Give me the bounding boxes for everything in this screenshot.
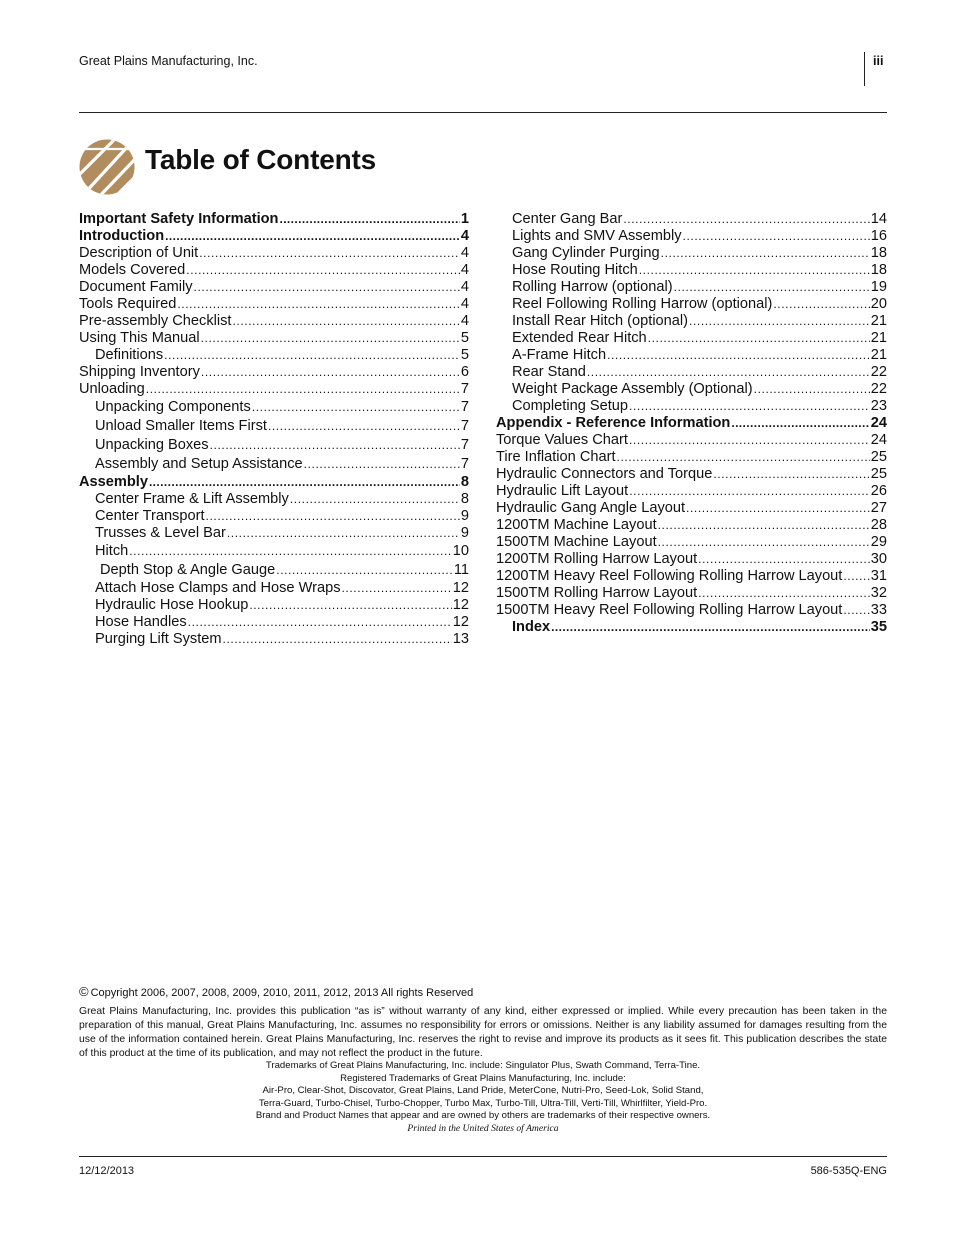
toc-entry-page: 7	[460, 399, 469, 415]
toc-entry-page: 21	[870, 313, 887, 329]
toc-leader-dots	[268, 417, 460, 436]
toc-entry[interactable]	[496, 568, 887, 585]
toc-entry-label: Install Rear Hitch (optional)	[512, 313, 689, 329]
toc-entry[interactable]	[496, 262, 887, 279]
toc-leader-dots	[658, 517, 870, 534]
toc-entry-label: 1200TM Heavy Reel Following Rolling Harrow Layout	[496, 568, 843, 584]
toc-entry[interactable]	[496, 432, 887, 449]
toc-entry[interactable]	[496, 466, 887, 483]
toc-entry[interactable]	[496, 483, 887, 500]
toc-entry[interactable]	[79, 417, 469, 436]
toc-entry-label: Description of Unit	[79, 245, 199, 261]
toc-leader-dots	[342, 580, 452, 597]
toc-entry[interactable]	[496, 551, 887, 568]
toc-entry-label: Appendix - Reference Information	[496, 415, 731, 431]
toc-entry-label: Center Frame & Lift Assembly	[95, 491, 289, 507]
toc-entry[interactable]	[79, 542, 469, 561]
toc-entry-label: Assembly	[79, 474, 148, 490]
toc-entry-label: 1200TM Machine Layout	[496, 517, 657, 533]
toc-entry-page: 9	[460, 508, 469, 524]
toc-entry[interactable]	[79, 347, 469, 364]
toc-entry-label: Weight Package Assembly (Optional)	[512, 381, 753, 397]
toc-leader-dots	[587, 364, 870, 381]
printed-in-note: Printed in the United States of America	[407, 1122, 559, 1134]
toc-entry-label: Gang Cylinder Purging	[512, 245, 660, 261]
toc-entry[interactable]	[79, 279, 469, 296]
trademarks-line: Air-Pro, Clear-Shot, Discovator, Great Plains, Land Pride, MeterCone, Nutri-Pro, Seed-Lok, Solid Stand,	[262, 1085, 704, 1096]
footer-doc-number: 586-535Q-ENG	[810, 1165, 887, 1177]
toc-entry-label: Center Transport	[95, 508, 205, 524]
toc-entry[interactable]	[496, 517, 887, 534]
toc-entry[interactable]	[79, 561, 469, 580]
toc-leader-dots	[146, 381, 460, 398]
toc-entry-label: 1500TM Rolling Harrow Layout	[496, 585, 698, 601]
toc-entry[interactable]	[79, 330, 469, 347]
trademarks-line: Terra-Guard, Turbo-Chisel, Turbo-Chopper, Turbo Max, Turbo-Till, Ultra-Till, Verti-Till, Whirlfilter, Yield-Pro.	[258, 1097, 708, 1109]
toc-leader-dots	[674, 279, 870, 296]
toc-leader-dots	[199, 245, 460, 262]
toc-entry-page: 32	[870, 585, 887, 601]
toc-entry-page: 12	[452, 597, 469, 613]
toc-leader-dots	[165, 228, 460, 245]
toc-entry-page: 5	[460, 347, 469, 363]
toc-leader-dots	[754, 381, 870, 398]
toc-entry-page: 4	[460, 313, 469, 329]
copyright-line	[79, 984, 473, 999]
footer-date: 12/12/2013	[79, 1165, 135, 1177]
toc-entry[interactable]	[496, 500, 887, 517]
toc-leader-dots	[773, 296, 869, 313]
great-plains-logo-icon	[79, 139, 135, 195]
toc-leader-dots	[227, 525, 460, 542]
trademarks-line: Trademarks of Great Plains Manufacturing, Inc. include: Singulator Plus, Swath Command, Terra-Tine.	[265, 1060, 701, 1071]
toc-entry-page: 21	[870, 347, 887, 363]
toc-entry[interactable]	[79, 245, 469, 262]
toc-leader-dots	[177, 296, 460, 313]
toc-entry[interactable]	[79, 262, 469, 279]
toc-entry-page: 10	[452, 543, 469, 559]
toc-leader-dots	[249, 597, 451, 614]
toc-entry-page: 5	[460, 330, 469, 346]
toc-entry-page: 8	[460, 491, 469, 507]
toc-entry-page: 23	[870, 398, 887, 414]
toc-entry-page: 7	[460, 418, 469, 434]
toc-entry-page: 29	[870, 534, 887, 550]
toc-entry-page: 7	[460, 456, 469, 472]
toc-entry[interactable]	[79, 614, 469, 631]
toc-entry[interactable]	[496, 211, 887, 228]
toc-entry[interactable]	[496, 415, 887, 432]
trademarks-line: Registered Trademarks of Great Plains Manufacturing, Inc. include:	[340, 1072, 626, 1084]
toc-entry-page: 12	[452, 614, 469, 630]
toc-entry-label: Definitions	[95, 347, 164, 363]
toc-entry-page: 31	[870, 568, 887, 584]
toc-leader-dots	[683, 228, 870, 245]
toc-entry-page: 4	[460, 245, 469, 261]
toc-entry[interactable]	[79, 211, 469, 228]
toc-entry-page: 24	[870, 432, 887, 448]
toc-entry-page: 16	[870, 228, 887, 244]
toc-entry[interactable]	[79, 228, 469, 245]
toc-entry-page: 22	[870, 364, 887, 380]
toc-entry-page: 18	[870, 245, 887, 261]
toc-entry[interactable]	[79, 597, 469, 614]
toc-entry-label: Important Safety Information	[79, 211, 279, 227]
toc-leader-dots	[648, 330, 870, 347]
toc-entry-page: 13	[452, 631, 469, 647]
toc-leader-dots	[201, 330, 460, 347]
toc-entry-label: Attach Hose Clamps and Hose Wraps	[95, 580, 341, 596]
toc-entry-page: 21	[870, 330, 887, 346]
toc-leader-dots	[210, 436, 460, 455]
toc-entry-label: Reel Following Rolling Harrow (optional)	[512, 296, 773, 312]
toc-leader-dots	[194, 279, 460, 296]
toc-leader-dots	[232, 313, 459, 330]
toc-entry-label: Pre-assembly Checklist	[79, 313, 232, 329]
toc-entry-page: 7	[460, 381, 469, 397]
toc-entry-page: 9	[460, 525, 469, 541]
header-rule	[79, 112, 887, 113]
toc-leader-dots	[698, 551, 870, 568]
toc-entry[interactable]	[79, 313, 469, 330]
toc-leader-dots	[206, 508, 460, 525]
toc-entry-label: Torque Values Chart	[496, 432, 628, 448]
toc-entry-label: Rear Stand	[512, 364, 586, 380]
toc-leader-dots	[623, 211, 869, 228]
toc-leader-dots	[698, 585, 870, 602]
toc-entry-label: Rolling Harrow (optional)	[512, 279, 673, 295]
toc-entry[interactable]	[496, 585, 887, 602]
toc-entry[interactable]	[79, 474, 469, 491]
toc-entry-label: Index	[512, 619, 551, 635]
toc-entry[interactable]	[496, 364, 887, 381]
toc-entry[interactable]	[79, 631, 469, 648]
toc-entry-label: Unload Smaller Items First	[95, 418, 267, 434]
toc-leader-dots	[304, 455, 460, 474]
toc-leader-dots	[607, 347, 870, 364]
toc-leader-dots	[843, 602, 869, 619]
toc-leader-dots	[279, 211, 459, 228]
toc-entry[interactable]	[79, 491, 469, 508]
toc-entry-page: 11	[453, 562, 469, 578]
toc-entry-label: Hose Handles	[95, 614, 187, 630]
footer-rule	[79, 1156, 887, 1157]
toc-entry-page: 26	[870, 483, 887, 499]
toc-entry[interactable]	[496, 279, 887, 296]
toc-entry-label: Purging Lift System	[95, 631, 222, 647]
toc-entry-page: 25	[870, 466, 887, 482]
toc-entry-page: 12	[452, 580, 469, 596]
toc-leader-dots	[689, 313, 870, 330]
page-title: Table of Contents	[145, 144, 376, 175]
toc-entry-page: 18	[870, 262, 887, 278]
toc-entry[interactable]	[496, 602, 887, 619]
toc-entry-page: 4	[460, 279, 469, 295]
toc-entry-label: A-Frame Hitch	[512, 347, 607, 363]
toc-leader-dots	[129, 542, 452, 561]
toc-entry[interactable]	[79, 580, 469, 597]
toc-entry[interactable]	[496, 347, 887, 364]
trademarks-block	[79, 1060, 887, 1135]
toc-entry-label: Hydraulic Gang Angle Layout	[496, 500, 686, 516]
toc-entry-page: 4	[460, 262, 469, 278]
toc-entry[interactable]	[496, 619, 887, 636]
toc-entry-label: Tire Inflation Chart	[496, 449, 616, 465]
toc-entry-label: Using This Manual	[79, 330, 200, 346]
toc-right-column	[496, 211, 887, 636]
trademarks-line: Brand and Product Names that appear and are owned by others are trademarks of their respective owners.	[255, 1110, 711, 1121]
copyright-symbol: ©	[79, 984, 89, 999]
toc-leader-dots	[686, 500, 870, 517]
toc-left-column	[79, 211, 469, 648]
toc-entry-page: 24	[870, 415, 887, 431]
toc-leader-dots	[731, 415, 869, 432]
toc-entry-page: 19	[870, 279, 887, 295]
toc-entry-page: 25	[870, 449, 887, 465]
toc-entry[interactable]	[496, 228, 887, 245]
toc-leader-dots	[276, 561, 453, 580]
toc-leader-dots	[617, 449, 870, 466]
toc-entry-label: Hose Routing Hitch	[512, 262, 638, 278]
header-divider	[864, 52, 865, 86]
toc-leader-dots	[551, 619, 870, 636]
toc-leader-dots	[149, 474, 460, 491]
toc-entry-label: Models Covered	[79, 262, 186, 278]
toc-leader-dots	[188, 614, 452, 631]
page-number: iii	[873, 54, 884, 68]
toc-entry-page: 4	[460, 296, 469, 312]
toc-entry-label: Unloading	[79, 381, 145, 397]
toc-entry[interactable]	[496, 296, 887, 313]
toc-entry-label: Lights and SMV Assembly	[512, 228, 682, 244]
copyright-text: Copyright 2006, 2007, 2008, 2009, 2010, 2011, 2012, 2013 All rights Reserved	[90, 987, 474, 999]
toc-entry-label: Document Family	[79, 279, 193, 295]
toc-entry[interactable]	[496, 534, 887, 551]
header-company: Great Plains Manufacturing, Inc.	[79, 54, 258, 68]
toc-entry[interactable]	[79, 436, 469, 455]
toc-entry[interactable]	[79, 296, 469, 313]
toc-entry-page: 14	[870, 211, 887, 227]
toc-entry-label: Hydraulic Lift Layout	[496, 483, 629, 499]
toc-entry-page: 6	[460, 364, 469, 380]
toc-entry-label: Tools Required	[79, 296, 177, 312]
toc-entry-page: 30	[870, 551, 887, 567]
toc-entry-label: Extended Rear Hitch	[512, 330, 647, 346]
toc-entry-label: 1500TM Machine Layout	[496, 534, 657, 550]
toc-entry[interactable]	[79, 508, 469, 525]
toc-leader-dots	[201, 364, 460, 381]
toc-entry-label: Hydraulic Connectors and Torque	[496, 466, 713, 482]
toc-entry-label: Introduction	[79, 228, 165, 244]
toc-leader-dots	[639, 262, 870, 279]
toc-entry[interactable]	[496, 449, 887, 466]
toc-entry-page: 4	[460, 228, 469, 244]
toc-entry[interactable]	[496, 245, 887, 262]
toc-entry-page: 7	[460, 437, 469, 453]
toc-entry[interactable]	[496, 381, 887, 398]
toc-entry[interactable]	[496, 330, 887, 347]
toc-leader-dots	[186, 262, 460, 279]
toc-leader-dots	[252, 398, 460, 417]
toc-entry-page: 35	[870, 619, 887, 635]
toc-entry-label: Shipping Inventory	[79, 364, 200, 380]
toc-entry[interactable]	[79, 525, 469, 542]
toc-entry-label: Completing Setup	[512, 398, 629, 414]
toc-entry-label: Depth Stop & Angle Gauge	[100, 562, 276, 578]
toc-entry-label: 1500TM Heavy Reel Following Rolling Harrow Layout	[496, 602, 843, 618]
toc-leader-dots	[223, 631, 452, 648]
toc-leader-dots	[661, 245, 870, 262]
toc-leader-dots	[713, 466, 869, 483]
toc-entry-page: 28	[870, 517, 887, 533]
toc-leader-dots	[658, 534, 870, 551]
toc-leader-dots	[290, 491, 460, 508]
toc-entry[interactable]	[79, 398, 469, 417]
toc-entry-page: 27	[870, 500, 887, 516]
toc-entry-label: Trusses & Level Bar	[95, 525, 226, 541]
toc-entry-page: 8	[460, 474, 469, 490]
toc-leader-dots	[629, 483, 870, 500]
toc-entry-label: Unpacking Components	[95, 399, 251, 415]
toc-leader-dots	[629, 432, 870, 449]
toc-entry-page: 1	[460, 211, 469, 227]
toc-entry-label: 1200TM Rolling Harrow Layout	[496, 551, 698, 567]
toc-entry[interactable]	[79, 455, 469, 474]
disclaimer-text: Great Plains Manufacturing, Inc. provides this publication “as is” without warranty of any kind, either expressed or implied. While every precaution has been taken in the preparation of this manual, Great Plains Manufacturing, Inc. assumes no responsibility for errors or omissions. Neither is any liability assumed for damages resulting from the use of the information contained herein. Great Plains Manufacturing, Inc. reserves the right to revise and improve its products as it sees fit. This publication describes the state of this product at the time of its publication, and may not reflect the product in the future.	[79, 1006, 887, 1059]
toc-leader-dots	[629, 398, 870, 415]
toc-entry-label: Hitch	[95, 543, 129, 559]
toc-entry-label: Center Gang Bar	[512, 211, 623, 227]
toc-entry[interactable]	[496, 398, 887, 415]
toc-leader-dots	[843, 568, 869, 585]
toc-entry[interactable]	[79, 381, 469, 398]
toc-entry[interactable]	[79, 364, 469, 381]
toc-entry-label: Unpacking Boxes	[95, 437, 209, 453]
toc-entry-page: 20	[870, 296, 887, 312]
toc-entry-label: Hydraulic Hose Hookup	[95, 597, 249, 613]
toc-leader-dots	[164, 347, 460, 364]
toc-entry-label: Assembly and Setup Assistance	[95, 456, 303, 472]
toc-entry-page: 33	[870, 602, 887, 618]
toc-entry-page: 22	[870, 381, 887, 397]
toc-entry[interactable]	[496, 313, 887, 330]
